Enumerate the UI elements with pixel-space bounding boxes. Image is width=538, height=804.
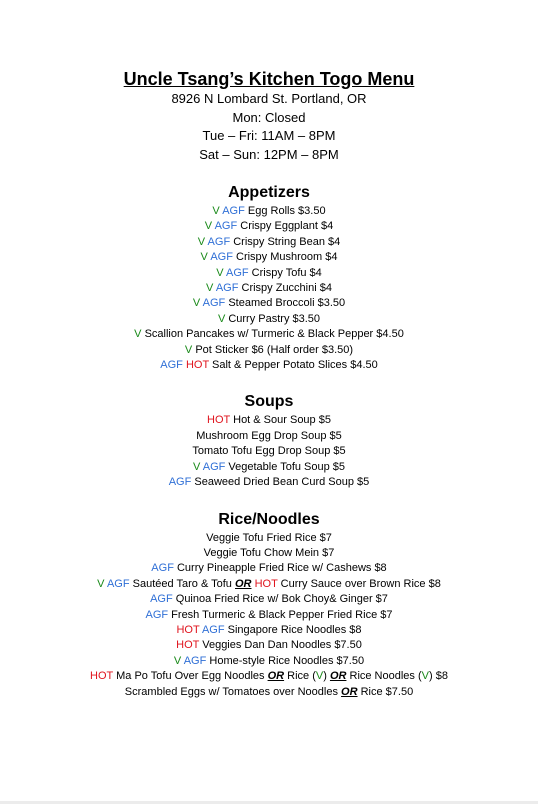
agf-tag: AGF <box>160 359 183 372</box>
vegan-tag: V <box>197 235 206 248</box>
agf-tag: AGF <box>202 460 226 473</box>
vegan-tag: V <box>200 251 208 264</box>
menu-item: V AGF Vegetable Tofu Soup $5 <box>192 460 346 473</box>
menu-item: V AGF Crispy Tofu $4 <box>216 266 322 279</box>
hot-tag: HOT <box>207 414 231 427</box>
menu-item: Veggie Tofu Fried Rice $7 <box>206 531 332 544</box>
agf-tag: AGF <box>210 251 233 264</box>
vegan-tag: V <box>212 205 220 217</box>
menu-item: AGF Curry Pineapple Fried Rice w/ Cashews $8 <box>151 562 387 575</box>
agf-tag: AGF <box>222 205 245 217</box>
menu-item: V AGF Egg Rolls $3.50 <box>212 205 326 217</box>
menu-item: V Pot Sticker $6 (Half order $3.50) <box>184 343 354 356</box>
or-emphasis: OR <box>235 577 252 590</box>
or-emphasis: OR <box>329 670 347 683</box>
vegan-tag: V <box>192 297 201 310</box>
agf-tag: AGF <box>214 220 238 233</box>
agf-tag: AGF <box>226 266 249 279</box>
section-title: Rice/Noodles <box>218 510 320 528</box>
agf-tag: AGF <box>106 577 130 590</box>
menu-item: HOT Ma Po Tofu Over Egg Noodles OR Rice (V) OR Rice Noodles (V) $8 <box>90 670 448 683</box>
menu-item: HOT Hot & Sour Soup $5 <box>207 414 331 427</box>
menu-section-rice-noodles <box>0 510 538 700</box>
menu-item: HOT AGF Singapore Rice Noodles $8 <box>176 623 362 636</box>
menu-sections <box>0 183 538 700</box>
agf-tag: AGF <box>145 608 169 621</box>
menu-item: V AGF Home-style Rice Noodles $7.50 <box>173 654 365 667</box>
vegan-tag: V <box>421 670 429 683</box>
agf-tag: AGF <box>207 235 231 248</box>
menu-item: Tomato Tofu Egg Drop Soup $5 <box>192 445 346 458</box>
menu-item: Veggie Tofu Chow Mein $7 <box>203 546 335 559</box>
menu-item: V AGF Crispy Mushroom $4 <box>200 251 338 264</box>
hot-tag: HOT <box>254 577 278 590</box>
menu-title: Uncle Tsang’s Kitchen Togo Menu <box>123 69 415 89</box>
section-title: Soups <box>244 393 294 411</box>
menu-item: V AGF Sautéed Taro & Tofu OR HOT Curry Sauce over Brown Rice $8 <box>97 577 441 590</box>
menu-item: V Curry Pastry $3.50 <box>217 312 321 325</box>
menu-item: AGF Fresh Turmeric & Black Pepper Fried Rice $7 <box>145 608 393 621</box>
vegan-tag: V <box>204 220 213 233</box>
menu-item: Mushroom Egg Drop Soup $5 <box>196 429 342 442</box>
hot-tag: HOT <box>176 639 200 652</box>
menu-item: Scrambled Eggs w/ Tomatoes over Noodles OR Rice $7.50 <box>124 685 414 698</box>
vegan-tag: V <box>315 670 324 683</box>
hours-line: Tue – Fri: 11AM – 8PM <box>202 128 336 143</box>
menu-item: V Scallion Pancakes w/ Turmeric & Black Pepper $4.50 <box>134 328 404 341</box>
section-title: Appetizers <box>228 184 310 201</box>
agf-tag: AGF <box>168 476 192 489</box>
hot-tag: HOT <box>185 359 209 372</box>
hours-line: Sat – Sun: 12PM – 8PM <box>199 146 339 162</box>
agf-tag: AGF <box>183 654 207 667</box>
menu-item: AGF Quinoa Fried Rice w/ Bok Choy& Ginger $7 <box>150 593 388 606</box>
agf-tag: AGF <box>150 593 173 606</box>
menu-item: V AGF Crispy Zucchini $4 <box>206 282 332 295</box>
menu-item: HOT Veggies Dan Dan Noodles $7.50 <box>176 639 362 652</box>
agf-tag: AGF <box>215 282 239 295</box>
vegan-tag: V <box>184 343 193 356</box>
vegan-tag: V <box>173 654 182 667</box>
or-emphasis: OR <box>341 685 358 698</box>
menu-section-soups <box>0 392 538 490</box>
agf-tag: AGF <box>151 562 174 575</box>
vegan-tag: V <box>216 266 224 279</box>
vegan-tag: V <box>206 282 214 295</box>
vegan-tag: V <box>97 577 105 590</box>
menu-item: V AGF Crispy String Bean $4 <box>197 235 341 248</box>
menu-item: AGF HOT Salt & Pepper Potato Slices $4.50 <box>160 359 378 372</box>
address: 8926 N Lombard St. Portland, OR <box>171 91 367 106</box>
menu-item: V AGF Crispy Eggplant $4 <box>204 220 334 233</box>
agf-tag: AGF <box>202 297 226 310</box>
menu-item: V AGF Steamed Broccoli $3.50 <box>192 297 346 310</box>
vegan-tag: V <box>217 312 226 325</box>
or-emphasis: OR <box>267 670 285 683</box>
hours-line: Mon: Closed <box>232 109 306 125</box>
menu-section-appetizers <box>0 183 538 373</box>
hot-tag: HOT <box>90 670 114 683</box>
vegan-tag: V <box>192 460 201 473</box>
hot-tag: HOT <box>176 623 200 636</box>
agf-tag: AGF <box>201 623 225 636</box>
vegan-tag: V <box>134 328 142 341</box>
menu-item: AGF Seaweed Dried Bean Curd Soup $5 <box>168 476 370 489</box>
